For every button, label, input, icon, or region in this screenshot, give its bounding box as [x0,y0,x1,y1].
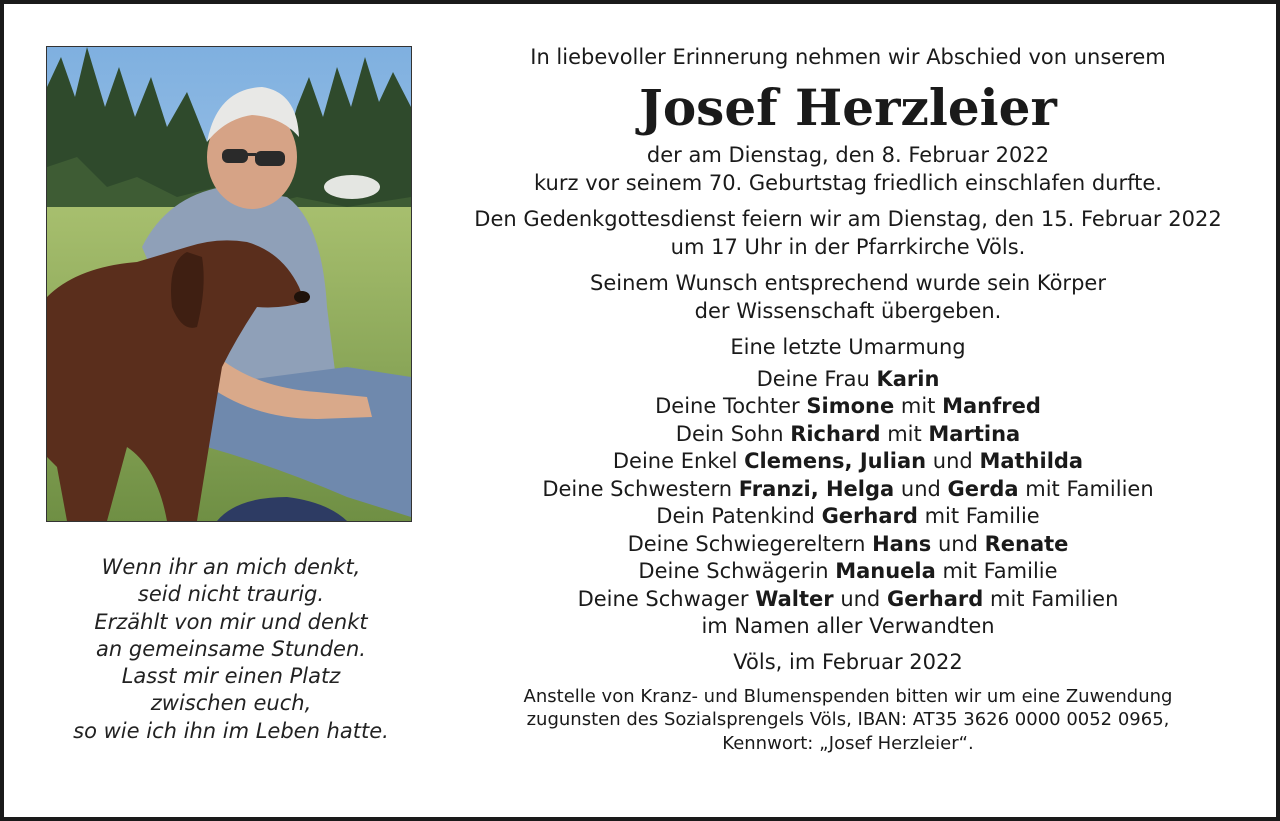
poem-line: so wie ich ihn im Leben hatte. [73,718,389,743]
poem-line: zwischen euch, [150,691,312,716]
donation-line-2: zugunsten des Sozialsprengels Völs, IBAN: AT35 3626 0000 0052 0965, [526,709,1170,730]
memorial-poem [36,554,426,745]
family-list [444,366,1252,641]
poem-line: an gemeinsame Stunden. [96,636,366,661]
donation-line-1: Anstelle von Kranz- und Blumenspenden bitten wir um eine Zuwendung [523,685,1173,707]
poem-line: Lasst mir einen Platz [121,664,341,689]
service-line-2: um 17 Uhr in der Pfarrkirche Völs. [670,234,1026,259]
donation-note [444,685,1252,756]
obituary-text [444,42,1252,755]
wish-line-2: der Wissenschaft übergeben. [694,298,1002,323]
family-son: Dein Sohn Richard mit Martina [675,421,1021,446]
family-parents-in-law: Deine Schwiegereltern Hans und Renate [627,531,1069,556]
poem-line: Erzählt von mir und denkt [94,609,368,634]
family-relatives: im Namen aller Verwandten [701,614,995,638]
family-sister-in-law: Deine Schwägerin Manuela mit Familie [638,559,1058,583]
place-date: Völs, im Februar 2022 [733,649,963,674]
family-daughter: Deine Tochter Simone mit Manfred [655,394,1041,418]
portrait-photo [46,46,412,522]
death-line-1: der am Dienstag, den 8. Februar 2022 [646,143,1050,167]
poem-line: Wenn ihr an mich denkt, [101,555,361,579]
photo-illustration [47,47,411,521]
family-godchild: Dein Patenkind Gerhard mit Familie [656,504,1040,528]
deceased-name: Josef Herzleier [639,78,1057,137]
embrace-text: Eine letzte Umarmung [730,335,966,359]
dog-nose [294,291,310,303]
intro-text: In liebevoller Erinnerung nehmen wir Abschied von unserem [530,45,1166,69]
death-line-2: kurz vor seinem 70. Geburtstag friedlich einschlafen durfte. [534,170,1162,195]
poem-line: seid nicht traurig. [137,582,325,607]
family-grandchildren: Deine Enkel Clemens, Julian und Mathilda [612,449,1084,473]
family-wife: Deine Frau Karin [756,366,940,391]
family-brothers-in-law: Deine Schwager Walter und Gerhard mit Familien [577,586,1119,611]
donation-line-3: Kennwort: „Josef Herzleier“. [722,732,974,754]
service-line-1: Den Gedenkgottesdienst feiern wir am Dienstag, den 15. Februar 2022 [474,207,1222,231]
wish-line-1: Seinem Wunsch entsprechend wurde sein Körper [590,271,1106,295]
sunglasses [222,149,248,163]
family-sisters: Deine Schwestern Franzi, Helga und Gerda mit Familien [542,476,1154,501]
